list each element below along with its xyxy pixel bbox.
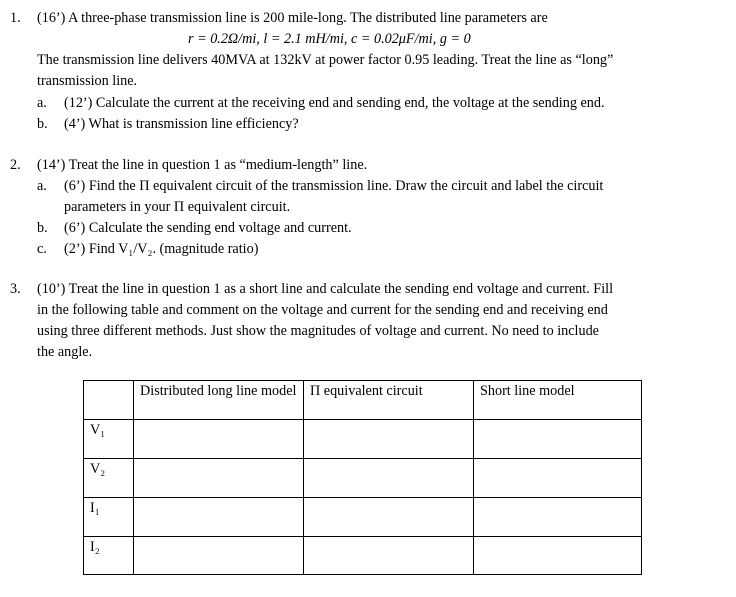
question-3-line3: using three different methods. Just show the magnitudes of voltage and current. No need to include — [37, 323, 599, 339]
table-cell[interactable] — [474, 459, 642, 498]
question-1b-label: b. — [37, 116, 48, 132]
question-3-line1: (10’) Treat the line in question 1 as a short line and calculate the sending end voltage and current. Fill — [37, 281, 614, 297]
question-2-intro: (14’) Treat the line in question 1 as “medium-length” line. — [37, 157, 368, 173]
table-cell[interactable] — [474, 420, 642, 459]
question-2a-text: (6’) Find the Π equivalent circuit of the transmission line. Draw the circuit and label the circuit — [64, 178, 604, 194]
table-row-label: V₂ — [84, 459, 134, 498]
table-header-cell — [84, 381, 134, 420]
table-cell[interactable] — [304, 459, 474, 498]
question-1-formula: r = 0.2Ω/mi, l = 2.1 mH/mi, c = 0.02μF/mi, g = 0 — [188, 31, 471, 47]
question-3-line4: the angle. — [37, 344, 93, 360]
question-2b-text: (6’) Calculate the sending end voltage and current. — [64, 220, 352, 236]
table-cell[interactable] — [474, 537, 642, 575]
question-2c-label: c. — [37, 241, 47, 257]
question-3-line2: in the following table and comment on the voltage and current for the sending end and receiving end — [37, 302, 608, 318]
table-header-cell: Short line model — [474, 381, 642, 420]
question-1a-label: a. — [37, 95, 47, 111]
table-cell[interactable] — [134, 420, 304, 459]
table-row-label: I₁ — [84, 498, 134, 537]
comparison-table — [83, 380, 642, 575]
table-header-row — [84, 381, 642, 420]
question-1a-text: (12’) Calculate the current at the receiving end and sending end, the voltage at the sending end. — [64, 95, 605, 111]
question-1-number: 1. — [10, 10, 21, 26]
table-row-label: V₁ — [84, 420, 134, 459]
table-cell[interactable] — [134, 537, 304, 575]
table-row — [84, 420, 642, 459]
question-2a-label: a. — [37, 178, 47, 194]
table-cell[interactable] — [304, 498, 474, 537]
question-1-intro: (16’) A three-phase transmission line is 200 mile-long. The distributed line parameters are — [37, 10, 548, 26]
table-row — [84, 459, 642, 498]
table-header-cell: Π equivalent circuit — [304, 381, 474, 420]
question-1-line3: The transmission line delivers 40MVA at 132kV at power factor 0.95 leading. Treat the line as “long” — [37, 52, 614, 68]
table-header-cell: Distributed long line model — [134, 381, 304, 420]
table-row-label: I₂ — [84, 537, 134, 575]
question-1-line4: transmission line. — [37, 73, 138, 89]
table-cell[interactable] — [134, 459, 304, 498]
question-2b-label: b. — [37, 220, 48, 236]
table-cell[interactable] — [304, 420, 474, 459]
table-cell[interactable] — [474, 498, 642, 537]
question-2c-text: (2’) Find V₁/V₂. (magnitude ratio) — [64, 241, 259, 257]
question-2-number: 2. — [10, 157, 21, 173]
question-1b-text: (4’) What is transmission line efficiency? — [64, 116, 299, 132]
question-3-number: 3. — [10, 281, 21, 297]
table-cell[interactable] — [304, 537, 474, 575]
question-2a-text-cont: parameters in your Π equivalent circuit. — [64, 199, 291, 215]
table-row — [84, 498, 642, 537]
table-cell[interactable] — [134, 498, 304, 537]
table-row — [84, 537, 642, 575]
